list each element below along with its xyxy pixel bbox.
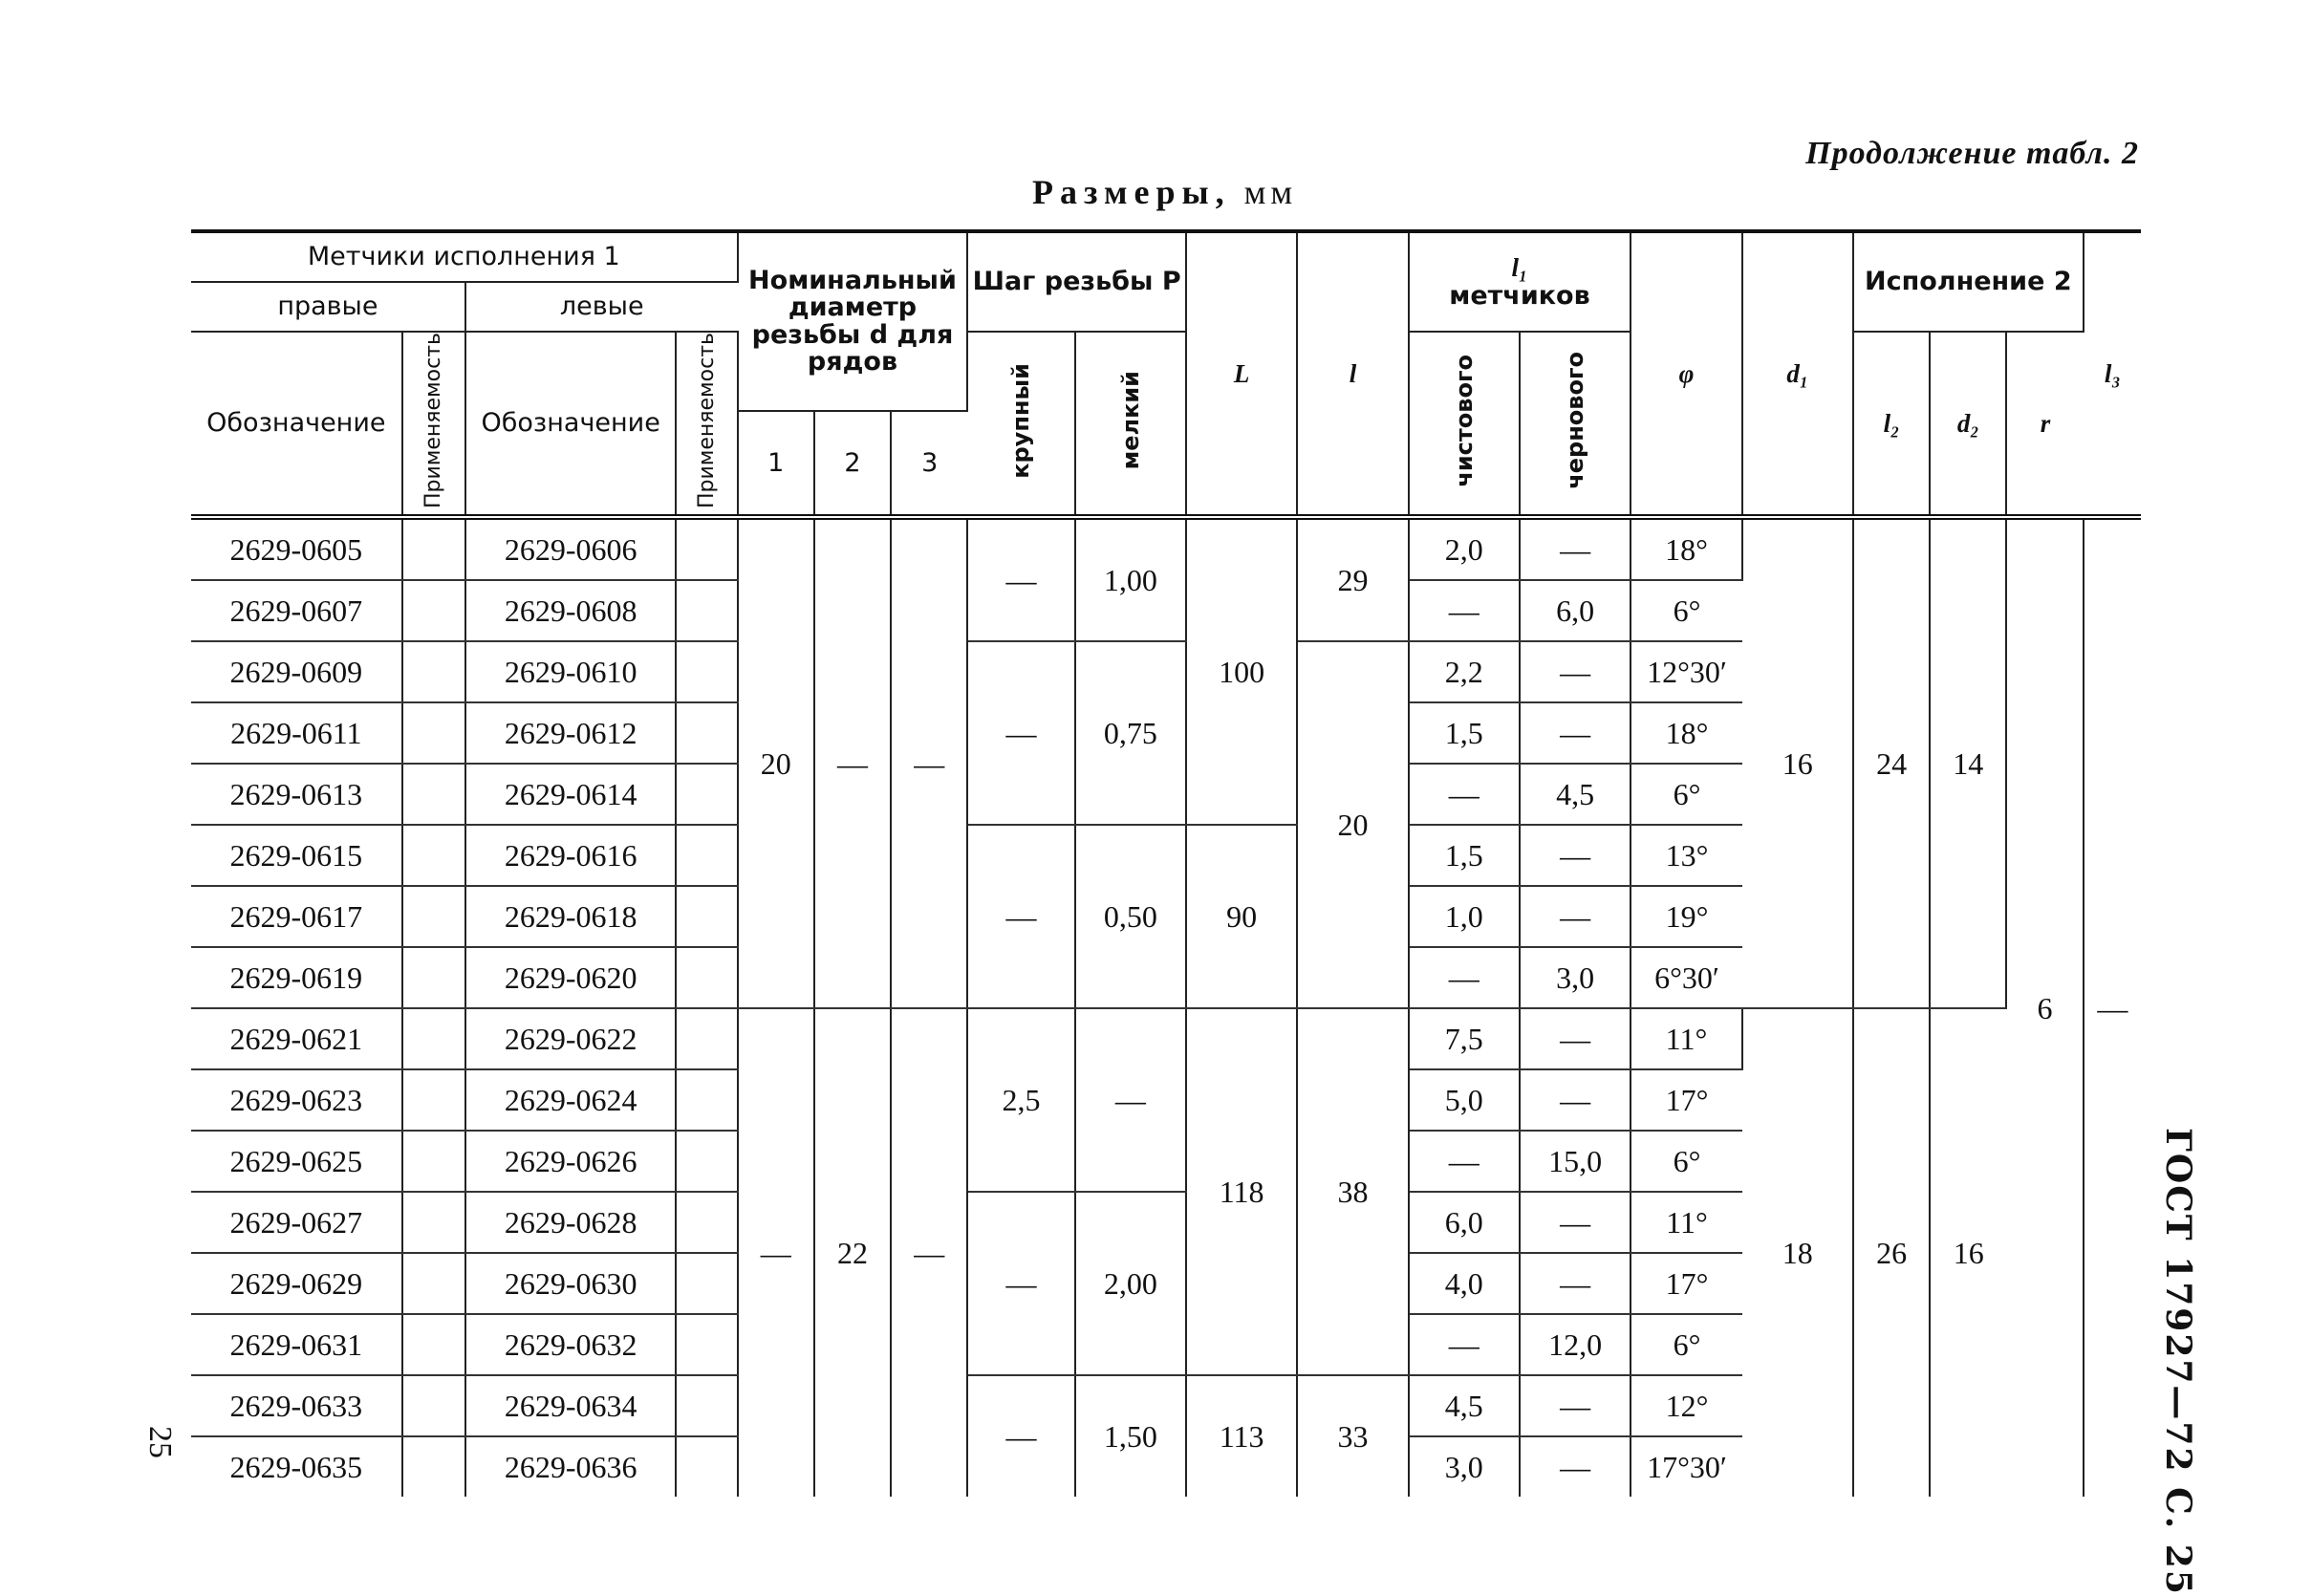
- designation-right: 2629-0627: [191, 1192, 402, 1253]
- designation-left: 2629-0608: [465, 580, 677, 641]
- applicability-left: [676, 702, 737, 764]
- header-oboznachenie-left: Обозначение: [465, 332, 677, 517]
- diameter-row-2: 22: [814, 1008, 891, 1497]
- pitch-fine: 0,50: [1075, 825, 1186, 1008]
- angle-phi: 17°: [1631, 1069, 1741, 1131]
- header-l2: l₂: [1853, 332, 1930, 517]
- pitch-coarse: —: [967, 641, 1074, 825]
- table-continuation-caption: Продолжение табл. 2: [1805, 136, 2139, 171]
- applicability-right: [402, 1436, 465, 1497]
- diameter-d1: 18: [1742, 1008, 1853, 1497]
- header-L: L: [1186, 231, 1297, 517]
- header-row-2: 2: [814, 411, 891, 517]
- l1-clean: —: [1409, 1314, 1520, 1375]
- l1-clean: 2,0: [1409, 517, 1520, 580]
- applicability-right: [402, 1314, 465, 1375]
- header-primenyaemost-right: Применяемость: [402, 332, 465, 517]
- designation-right: 2629-0625: [191, 1131, 402, 1192]
- angle-phi: 12°30′: [1631, 641, 1741, 702]
- length-L: 100: [1186, 517, 1297, 825]
- designation-right: 2629-0623: [191, 1069, 402, 1131]
- applicability-left: [676, 517, 737, 580]
- angle-phi: 18°: [1631, 702, 1741, 764]
- applicability-left: [676, 1253, 737, 1314]
- pitch-coarse: —: [967, 517, 1074, 641]
- designation-right: 2629-0611: [191, 702, 402, 764]
- applicability-right: [402, 1192, 465, 1253]
- designation-left: 2629-0626: [465, 1131, 677, 1192]
- designation-right: 2629-0629: [191, 1253, 402, 1314]
- length-l: 33: [1297, 1375, 1408, 1497]
- l1-rough: —: [1520, 1375, 1631, 1436]
- pitch-fine: 0,75: [1075, 641, 1186, 825]
- header-ispolnenie-2: Исполнение 2: [1853, 231, 2084, 332]
- applicability-right: [402, 764, 465, 825]
- pitch-fine: 2,00: [1075, 1192, 1186, 1375]
- pitch-coarse: —: [967, 1192, 1074, 1375]
- table-row: [191, 517, 2141, 580]
- designation-right: 2629-0605: [191, 517, 402, 580]
- diameter-row-3: —: [891, 1008, 967, 1497]
- applicability-left: [676, 1069, 737, 1131]
- angle-phi: 6°: [1631, 764, 1741, 825]
- pitch-fine: 1,00: [1075, 517, 1186, 641]
- l1-rough: —: [1520, 641, 1631, 702]
- pitch-coarse: 2,5: [967, 1008, 1074, 1192]
- l1-rough: 12,0: [1520, 1314, 1631, 1375]
- designation-left: 2629-0632: [465, 1314, 677, 1375]
- pitch-coarse: —: [967, 825, 1074, 1008]
- l1-rough: —: [1520, 886, 1631, 947]
- diameter-row-1: 20: [738, 517, 814, 1008]
- applicability-left: [676, 641, 737, 702]
- l1-clean: —: [1409, 947, 1520, 1008]
- l1-rough: —: [1520, 1436, 1631, 1497]
- l1-clean: 7,5: [1409, 1008, 1520, 1069]
- title-unit: мм: [1243, 173, 1298, 211]
- length-l: 38: [1297, 1008, 1408, 1375]
- l1-clean: 5,0: [1409, 1069, 1520, 1131]
- applicability-right: [402, 1375, 465, 1436]
- length-l2: 24: [1853, 517, 1930, 1008]
- header-metchiki: Метчики исполнения 1: [191, 231, 738, 282]
- pitch-fine: 1,50: [1075, 1375, 1186, 1497]
- radius-r: 6: [2006, 517, 2083, 1497]
- l1-rough: 3,0: [1520, 947, 1631, 1008]
- length-l: 29: [1297, 517, 1408, 641]
- designation-right: 2629-0613: [191, 764, 402, 825]
- designation-right: 2629-0609: [191, 641, 402, 702]
- applicability-left: [676, 1436, 737, 1497]
- designation-right: 2629-0631: [191, 1314, 402, 1375]
- table-title: [1032, 172, 1297, 212]
- l1-clean: 1,0: [1409, 886, 1520, 947]
- applicability-left: [676, 947, 737, 1008]
- designation-left: 2629-0636: [465, 1436, 677, 1497]
- applicability-left: [676, 825, 737, 886]
- l1-rough: —: [1520, 1008, 1631, 1069]
- l1-rough: —: [1520, 702, 1631, 764]
- l1-rough: 6,0: [1520, 580, 1631, 641]
- l1-clean: 1,5: [1409, 702, 1520, 764]
- angle-phi: 6°30′: [1631, 947, 1741, 1008]
- designation-left: 2629-0606: [465, 517, 677, 580]
- header-d2: d₂: [1930, 332, 2006, 517]
- angle-phi: 12°: [1631, 1375, 1741, 1436]
- length-l3: —: [2097, 990, 2128, 1025]
- l1-rough: 15,0: [1520, 1131, 1631, 1192]
- applicability-left: [676, 580, 737, 641]
- angle-phi: 17°30′: [1647, 1449, 1727, 1484]
- applicability-right: [402, 641, 465, 702]
- length-L: 90: [1186, 825, 1297, 1008]
- header-r: r: [2006, 332, 2083, 517]
- l1-rough: —: [1520, 825, 1631, 886]
- designation-left: 2629-0616: [465, 825, 677, 886]
- angle-phi: 11°: [1631, 1008, 1741, 1069]
- diameter-d2: 14: [1930, 517, 2006, 1008]
- header-row-1: 1: [738, 411, 814, 517]
- applicability-left: [676, 764, 737, 825]
- designation-left: 2629-0630: [465, 1253, 677, 1314]
- applicability-right: [402, 517, 465, 580]
- applicability-right: [402, 1008, 465, 1069]
- l1-rough: 4,5: [1520, 764, 1631, 825]
- l1-rough: —: [1520, 517, 1631, 580]
- designation-right: 2629-0607: [191, 580, 402, 641]
- designation-left: 2629-0622: [465, 1008, 677, 1069]
- length-L: 113: [1186, 1375, 1297, 1497]
- designation-left: 2629-0612: [465, 702, 677, 764]
- applicability-left: [676, 1192, 737, 1253]
- designation-left: 2629-0614: [465, 764, 677, 825]
- diameter-d2: 16: [1953, 1235, 1984, 1270]
- l1-clean: 4,5: [1409, 1375, 1520, 1436]
- applicability-left: [676, 1131, 737, 1192]
- diameter-row-2: —: [814, 517, 891, 1008]
- header-levye: левые: [465, 282, 738, 332]
- header-l: l: [1297, 231, 1408, 517]
- length-l2: 26: [1853, 1008, 1930, 1497]
- header-row-3: 3: [891, 411, 967, 517]
- length-L: 118: [1186, 1008, 1297, 1375]
- angle-phi: 18°: [1631, 517, 1741, 580]
- designation-right: 2629-0635: [191, 1436, 402, 1497]
- diameter-row-1: —: [738, 1008, 814, 1497]
- designation-right: 2629-0621: [191, 1008, 402, 1069]
- designation-left: 2629-0634: [465, 1375, 677, 1436]
- header-chistovogo: чистового: [1409, 332, 1520, 517]
- applicability-left: [676, 1375, 737, 1436]
- header-l1-metchikov: l₁ метчиков: [1409, 231, 1631, 332]
- header-l3: l₃: [2084, 231, 2141, 517]
- applicability-right: [402, 702, 465, 764]
- angle-phi: 17°: [1631, 1253, 1741, 1314]
- applicability-right: [402, 580, 465, 641]
- applicability-right: [402, 825, 465, 886]
- header-oboznachenie-right: Обозначение: [191, 332, 402, 517]
- applicability-right: [402, 1131, 465, 1192]
- standard-code: ГОСТ 17927—72 С. 25: [2158, 1128, 2198, 1596]
- l1-clean: —: [1409, 1131, 1520, 1192]
- angle-phi: 6°: [1631, 580, 1741, 641]
- angle-phi: 11°: [1631, 1192, 1741, 1253]
- l1-clean: —: [1409, 580, 1520, 641]
- l1-clean: —: [1409, 764, 1520, 825]
- angle-phi: 6°: [1631, 1314, 1741, 1375]
- header-primenyaemost-left: Применяемость: [676, 332, 737, 517]
- designation-left: 2629-0620: [465, 947, 677, 1008]
- header-krupny: крупный: [967, 332, 1074, 517]
- applicability-right: [402, 1253, 465, 1314]
- header-nominal-diameter: Номинальный диаметр резьбы d для рядов: [738, 231, 968, 411]
- pitch-coarse: —: [967, 1375, 1074, 1497]
- designation-left: 2629-0624: [465, 1069, 677, 1131]
- page-number: 25: [142, 1426, 178, 1458]
- l1-rough: —: [1520, 1069, 1631, 1131]
- pitch-fine: —: [1075, 1008, 1186, 1192]
- applicability-left: [676, 886, 737, 947]
- applicability-right: [402, 1069, 465, 1131]
- applicability-right: [402, 947, 465, 1008]
- header-phi: φ: [1631, 231, 1741, 517]
- designation-left: 2629-0628: [465, 1192, 677, 1253]
- header-thread-pitch: Шаг резьбы P: [967, 231, 1186, 332]
- designation-left: 2629-0618: [465, 886, 677, 947]
- angle-phi: 6°: [1631, 1131, 1741, 1192]
- l1-rough: —: [1520, 1253, 1631, 1314]
- dimensions-table: [191, 229, 2141, 1497]
- l1-rough: —: [1520, 1192, 1631, 1253]
- designation-right: 2629-0619: [191, 947, 402, 1008]
- l1-clean: 6,0: [1409, 1192, 1520, 1253]
- diameter-d1: 16: [1742, 517, 1853, 1008]
- header-melky: мелкий: [1075, 332, 1186, 517]
- designation-left: 2629-0610: [465, 641, 677, 702]
- length-l: 20: [1297, 641, 1408, 1008]
- l1-clean: 3,0: [1409, 1436, 1520, 1497]
- angle-phi: 13°: [1631, 825, 1741, 886]
- applicability-right: [402, 886, 465, 947]
- applicability-left: [676, 1008, 737, 1069]
- header-chernovogo: чернового: [1520, 332, 1631, 517]
- angle-phi: 19°: [1631, 886, 1741, 947]
- l1-clean: 2,2: [1409, 641, 1520, 702]
- diameter-row-3: —: [891, 517, 967, 1008]
- designation-right: 2629-0615: [191, 825, 402, 886]
- table-row: [191, 1008, 2141, 1069]
- applicability-left: [676, 1314, 737, 1375]
- header-d1: d₁: [1742, 231, 1853, 517]
- l1-clean: 4,0: [1409, 1253, 1520, 1314]
- title-prefix: Размеры,: [1032, 173, 1231, 211]
- designation-right: 2629-0633: [191, 1375, 402, 1436]
- l1-clean: 1,5: [1409, 825, 1520, 886]
- designation-right: 2629-0617: [191, 886, 402, 947]
- header-pravye: правые: [191, 282, 465, 332]
